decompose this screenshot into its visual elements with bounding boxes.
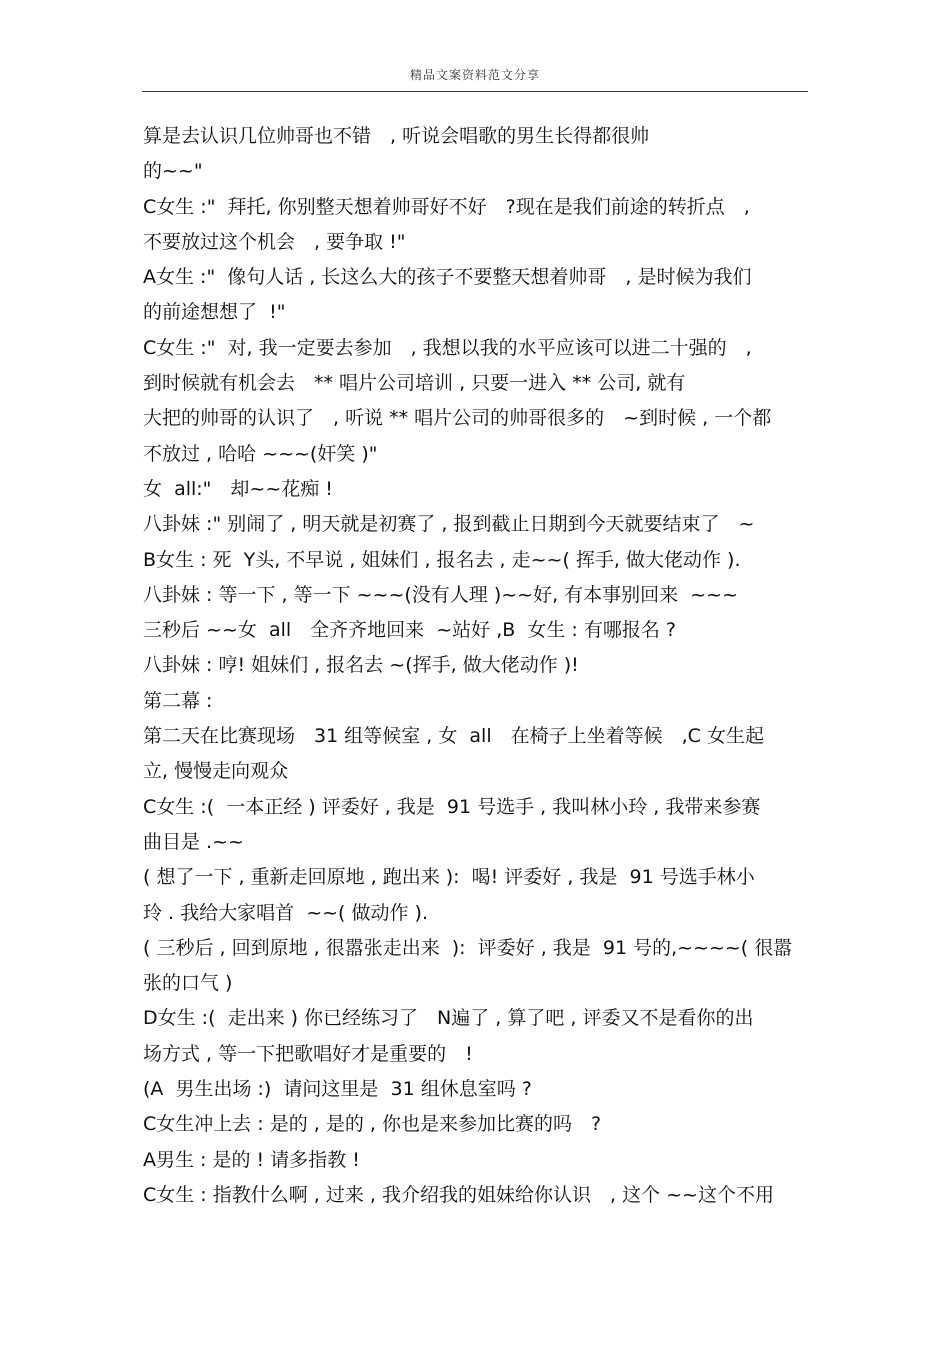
header-title: 精品文案资料范文分享 — [409, 68, 540, 82]
text-line: 第二天在比赛现场 31 组等候室 , 女 all 在椅子上坐着等候 ,C 女生起 — [143, 725, 764, 748]
text-line: 八卦妹 : 等一下 , 等一下 ~~~(没有人理 )~~好, 有本事别回来 ~~~ — [143, 583, 739, 606]
scene-heading: 第二幕 : — [143, 689, 213, 712]
text-line: 场方式 , 等一下把歌唱好才是重要的 ! — [143, 1042, 473, 1065]
document-body — [143, 119, 808, 1213]
text-line: 大把的帅哥的认识了 , 听说 ** 唱片公司的帅哥很多的 ~到时候 , 一个都 — [143, 407, 772, 430]
text-line: C女生 : 指教什么啊 , 过来 , 我介绍我的姐妹给你认识 , 这个 ~~这个不用 — [143, 1183, 774, 1206]
text-line: B女生 : 死 Y头, 不早说 , 姐妹们 , 报名去 , 走~~( 挥手, 做大佬动作 ). — [143, 548, 741, 571]
text-line: 八卦妹 : 哼! 姐妹们 , 报名去 ~(挥手, 做大佬动作 )! — [143, 654, 579, 677]
text-line: 到时候就有机会去 ** 唱片公司培训 , 只要一进入 ** 公司, 就有 — [143, 372, 686, 395]
text-line: 张的口气 ) — [143, 972, 233, 995]
text-line: 立, 慢慢走向观众 — [143, 760, 289, 783]
text-line: C女生 :( 一本正经 ) 评委好 , 我是 91 号选手 , 我叫林小玲 , 我带来参赛 — [143, 795, 761, 818]
text-line: 曲目是 .~~ — [143, 830, 244, 853]
text-line: 的前途想想了 !" — [143, 301, 286, 324]
text-line: A女生 :" 像句人话 , 长这么大的孩子不要整天想着帅哥 , 是时候为我们 — [143, 266, 752, 289]
text-line: 女 all:" 却~~花痴 ! — [143, 477, 333, 500]
page-header — [142, 62, 808, 92]
text-line: D女生 :( 走出来 ) 你已经练习了 N遍了 , 算了吧 , 评委又不是看你的出 — [143, 1007, 754, 1030]
text-line: C女生冲上去 : 是的 , 是的 , 你也是来参加比赛的吗 ? — [143, 1113, 602, 1136]
text-line: 八卦妹 :" 别闹了 , 明天就是初赛了 , 报到截止日期到今天就要结束了 ~ — [143, 513, 755, 536]
text-line: 算是去认识几位帅哥也不错 , 听说会唱歌的男生长得都很帅 — [143, 125, 650, 147]
text-line: C女生 :" 拜托, 你别整天想着帅哥好不好 ?现在是我们前途的转折点 , — [143, 195, 750, 218]
text-line: 玲 . 我给大家唱首 ~~( 做动作 ). — [143, 901, 428, 924]
text-line: 不要放过这个机会 , 要争取 !" — [143, 230, 406, 253]
text-line: ( 三秒后 , 回到原地 , 很嚣张走出来 ): 评委好 , 我是 91 号的,~~~~( 很嚣 — [143, 936, 793, 959]
text-line: 三秒后 ~~女 all 全齐齐地回来 ~站好 ,B 女生 : 有哪报名 ? — [143, 619, 676, 642]
text-line: A男生 : 是的 ! 请多指教 ! — [143, 1148, 360, 1171]
text-line: C女生 :" 对, 我一定要去参加 , 我想以我的水平应该可以进二十强的 , — [143, 336, 752, 359]
text-line: (A 男生出场 :) 请问这里是 31 组休息室吗 ? — [143, 1078, 532, 1101]
text-line: ( 想了一下 , 重新走回原地 , 跑出来 ): 喝! 评委好 , 我是 91 号选手林小 — [143, 866, 755, 889]
text-line: 的~~" — [143, 160, 203, 183]
text-line: 不放过 , 哈哈 ~~~(奸笑 )" — [143, 442, 378, 465]
